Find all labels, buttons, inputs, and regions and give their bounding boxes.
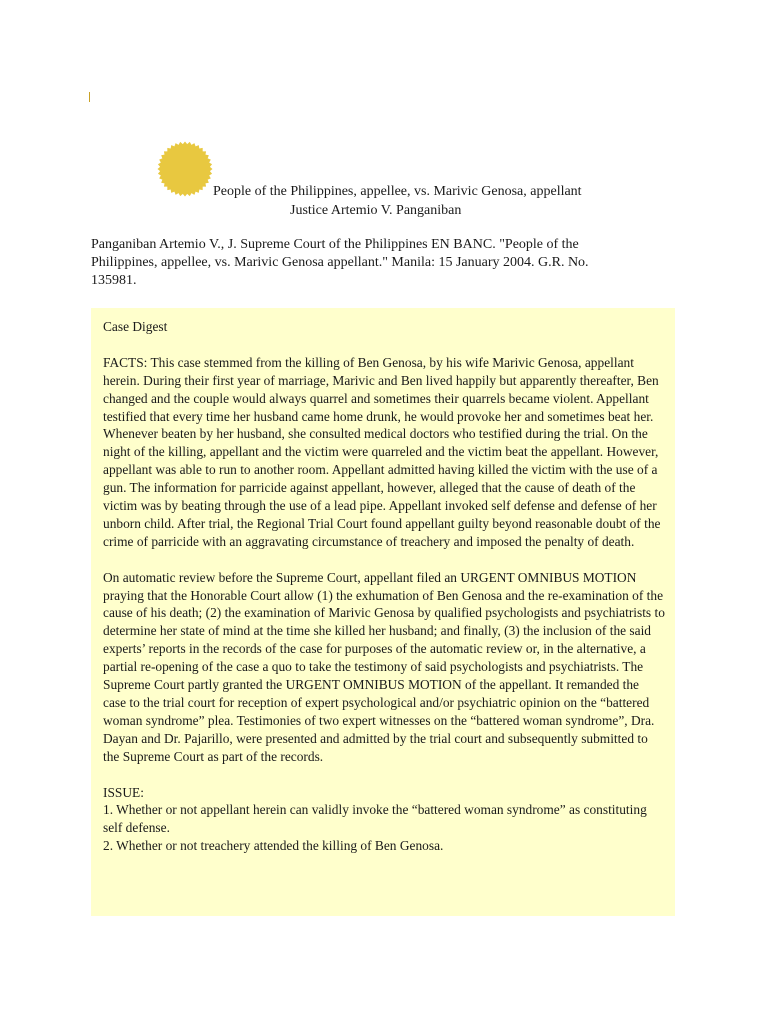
case-digest-box xyxy=(91,308,675,916)
issue-heading: ISSUE: xyxy=(103,784,144,800)
page-mark xyxy=(89,92,90,102)
issue-item-1: 1. Whether or not appellant herein can validly invoke the “battered woman syndrome” as constituting self defense. xyxy=(103,802,647,836)
citation: Panganiban Artemio V., J. Supreme Court of the Philippines EN BANC. "People of the Philippines, appellee, vs. Marivic Genosa appellant." Manila: 15 January 2004. G.R. No. 135981. xyxy=(91,237,589,288)
gold-seal-icon xyxy=(157,141,213,197)
issue-item-2: 2. Whether or not treachery attended the killing of Ben Genosa. xyxy=(103,838,444,854)
issue-section xyxy=(103,784,665,856)
case-title: People of the Philippines, appellee, vs. Marivic Genosa, appellant xyxy=(213,184,582,199)
seal-center xyxy=(161,145,209,193)
case-author: Justice Artemio V. Panganiban xyxy=(290,203,462,218)
facts-paragraph: FACTS: This case stemmed from the killing of Ben Genosa, by his wife Marivic Genosa, appellant herein. During their first year of marriage, Marivic and Ben lived happily but apparently thereafter, Ben changed and the couple would always quarrel and sometimes their quarrels became violent. Appellant testified that every time her husband came home drunk, he would provoke her and sometimes beat her. Whenever beaten by her husband, she consulted medical doctors who testified during the trial. On the night of the killing, appellant and the victim were quarreled and the victim beat the appellant. However, appellant was able to run to another room. Appellant admitted having killed the victim with the use of a gun. The information for parricide against appellant, however, alleged that the cause of death of the victim was by beating through the use of a lead pipe. Appellant invoked self defense and defense of her unborn child. After trial, the Regional Trial Court found appellant guilty beyond reasonable doubt of the crime of parricide with an aggravating circumstance of treachery and imposed the penalty of death. xyxy=(103,354,661,549)
review-paragraph: On automatic review before the Supreme Court, appellant filed an URGENT OMNIBUS MOTION praying that the Honorable Court allow (1) the exhumation of Ben Genosa and the re-examination of the cause of his death; (2) the examination of Marivic Genosa by qualified psychologists and psychiatrists to determine her state of mind at the time she killed her husband; and finally, (3) the inclusion of the said experts’ reports in the records of the case for purposes of the automatic review or, in the alternative, a partial re-opening of the case a quo to take the testimony of said psychologists and psychiatrists. The Supreme Court partly granted the URGENT OMNIBUS MOTION of the appellant. It remanded the case to the trial court for reception of expert psychological and/or psychiatric opinion on the “battered woman syndrome” plea. Testimonies of two expert witnesses on the “battered woman syndrome”, Dra. Dayan and Dr. Pajarillo, were presented and admitted by the trial court and subsequently submitted to the Supreme Court as part of the records. xyxy=(103,569,665,764)
digest-heading: Case Digest xyxy=(103,319,168,334)
